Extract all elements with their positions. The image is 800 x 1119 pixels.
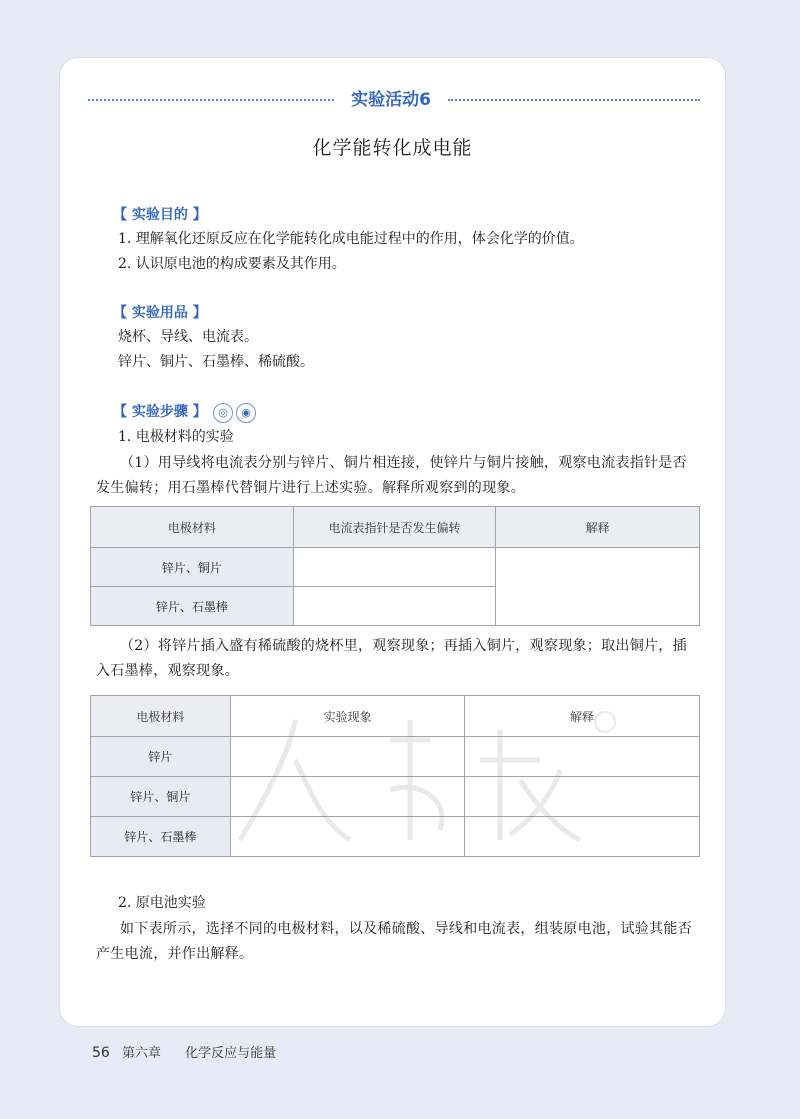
table-header-row — [91, 696, 700, 737]
table-header-cell: 电极材料 — [91, 696, 231, 737]
activity-banner — [88, 88, 700, 112]
table-header-cell: 电流表指针是否发生偏转 — [293, 507, 496, 548]
steps-heading: 【 实验步骤 】 — [113, 404, 207, 420]
step2-title: 2. 原电池实验 — [118, 895, 206, 911]
chapter-title: 化学反应与能量 — [185, 1046, 277, 1061]
table-header-cell: 电极材料 — [91, 507, 294, 548]
goggles-icon: ◎ — [213, 403, 233, 423]
page-number: 56 — [92, 1045, 110, 1061]
hand-wash-icon: ◉ — [236, 403, 256, 423]
table-row — [91, 777, 700, 817]
table-row — [91, 817, 700, 857]
table-cell-material: 锌片、铜片 — [91, 777, 231, 817]
table-cell-material: 锌片、石墨棒 — [91, 817, 231, 857]
purpose-heading: 【 实验目的 】 — [113, 207, 207, 223]
step2-paragraph: 如下表所示，选择不同的电极材料，以及稀硫酸、导线和电流表，组装原电池，试验其能否产生电流，并作出解释。 — [96, 921, 692, 962]
materials-heading: 【 实验用品 】 — [113, 305, 207, 321]
table-header-cell: 解释 — [496, 507, 700, 548]
table-header-row — [91, 507, 700, 548]
safety-icons — [213, 401, 259, 423]
table-cell-material: 锌片、铜片 — [91, 548, 294, 587]
electrode-table-2 — [90, 695, 700, 857]
table-cell-answer[interactable] — [293, 548, 496, 587]
materials-item-2: 锌片、铜片、石墨棒、稀硫酸。 — [118, 354, 314, 370]
step1-paragraph-2: （2）将锌片插入盛有稀硫酸的烧杯里，观察现象；再插入铜片，观察现象；取出铜片，插入石墨棒，观察现象。 — [96, 638, 687, 679]
electrode-table-1 — [90, 506, 700, 626]
banner-title: 实验活动6 — [351, 90, 431, 110]
step1-paragraph-1: （1）用导线将电流表分别与锌片、铜片相连接，使锌片与铜片接触，观察电流表指针是否发生偏转；用石墨棒代替铜片进行上述实验。解释所观察到的现象。 — [96, 455, 687, 496]
table-cell-explanation[interactable] — [496, 548, 700, 626]
banner-dots-left — [88, 99, 334, 101]
banner-dots-right — [448, 99, 700, 101]
table-cell-explanation[interactable] — [465, 737, 700, 777]
step1-title: 1. 电极材料的实验 — [118, 429, 234, 445]
purpose-item-1: 1. 理解氧化还原反应在化学能转化成电能过程中的作用，体会化学的价值。 — [118, 231, 584, 247]
chapter-label: 第六章 — [121, 1046, 161, 1061]
table-header-cell: 实验现象 — [230, 696, 465, 737]
table-cell-phenomenon[interactable] — [230, 737, 465, 777]
table-cell-material: 锌片、石墨棒 — [91, 587, 294, 626]
table-row — [91, 548, 700, 587]
table-header-cell: 解释 — [465, 696, 700, 737]
page-footer — [92, 1042, 276, 1061]
table-cell-material: 锌片 — [91, 737, 231, 777]
table-cell-answer[interactable] — [293, 587, 496, 626]
page-title: 化学能转化成电能 — [312, 137, 473, 159]
purpose-item-2: 2. 认识原电池的构成要素及其作用。 — [118, 256, 346, 272]
table-cell-phenomenon[interactable] — [230, 777, 465, 817]
table-cell-explanation[interactable] — [465, 817, 700, 857]
materials-item-1: 烧杯、导线、电流表。 — [118, 329, 258, 345]
table-cell-phenomenon[interactable] — [230, 817, 465, 857]
table-row — [91, 737, 700, 777]
table-cell-explanation[interactable] — [465, 777, 700, 817]
